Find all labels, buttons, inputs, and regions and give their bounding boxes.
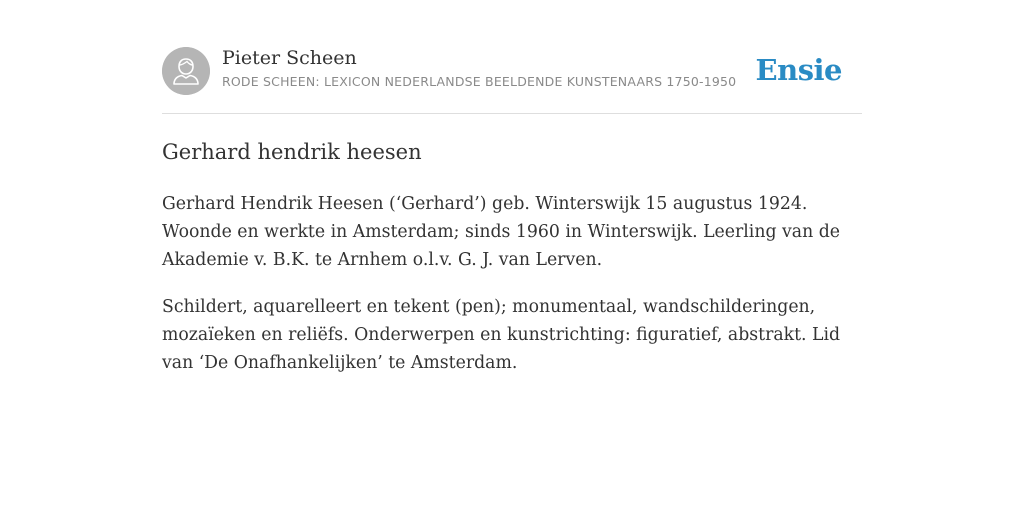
article-body: [162, 190, 862, 396]
author-name[interactable]: Pieter Scheen: [222, 47, 357, 69]
ensie-logo[interactable]: Ensie: [755, 53, 842, 87]
author-header: [162, 46, 862, 96]
article-paragraph: Schildert, aquarelleert en tekent (pen); monumentaal, wandschilderingen, mozaïeken en reliëfs. Onderwerpen en kunstrichting: figuratief, abstrakt. Lid van ‘De Onafhankelijken’ te Amsterdam.: [162, 297, 841, 373]
source-title[interactable]: RODE SCHEEN: LEXICON NEDERLANDSE BEELDENDE KUNSTENAARS 1750-1950: [222, 74, 737, 89]
header-divider: [162, 113, 862, 114]
article-title: Gerhard hendrik heesen: [162, 140, 422, 164]
article-paragraph: Gerhard Hendrik Heesen (‘Gerhard’) geb. Winterswijk 15 augustus 1924. Woonde en werkte in Amsterdam; sinds 1960 in Winterswijk. Leerling van de Akademie v. B.K. te Arnhem o.l.v. G. J. van Lerven.: [162, 194, 840, 270]
user-avatar-icon[interactable]: [162, 47, 210, 95]
